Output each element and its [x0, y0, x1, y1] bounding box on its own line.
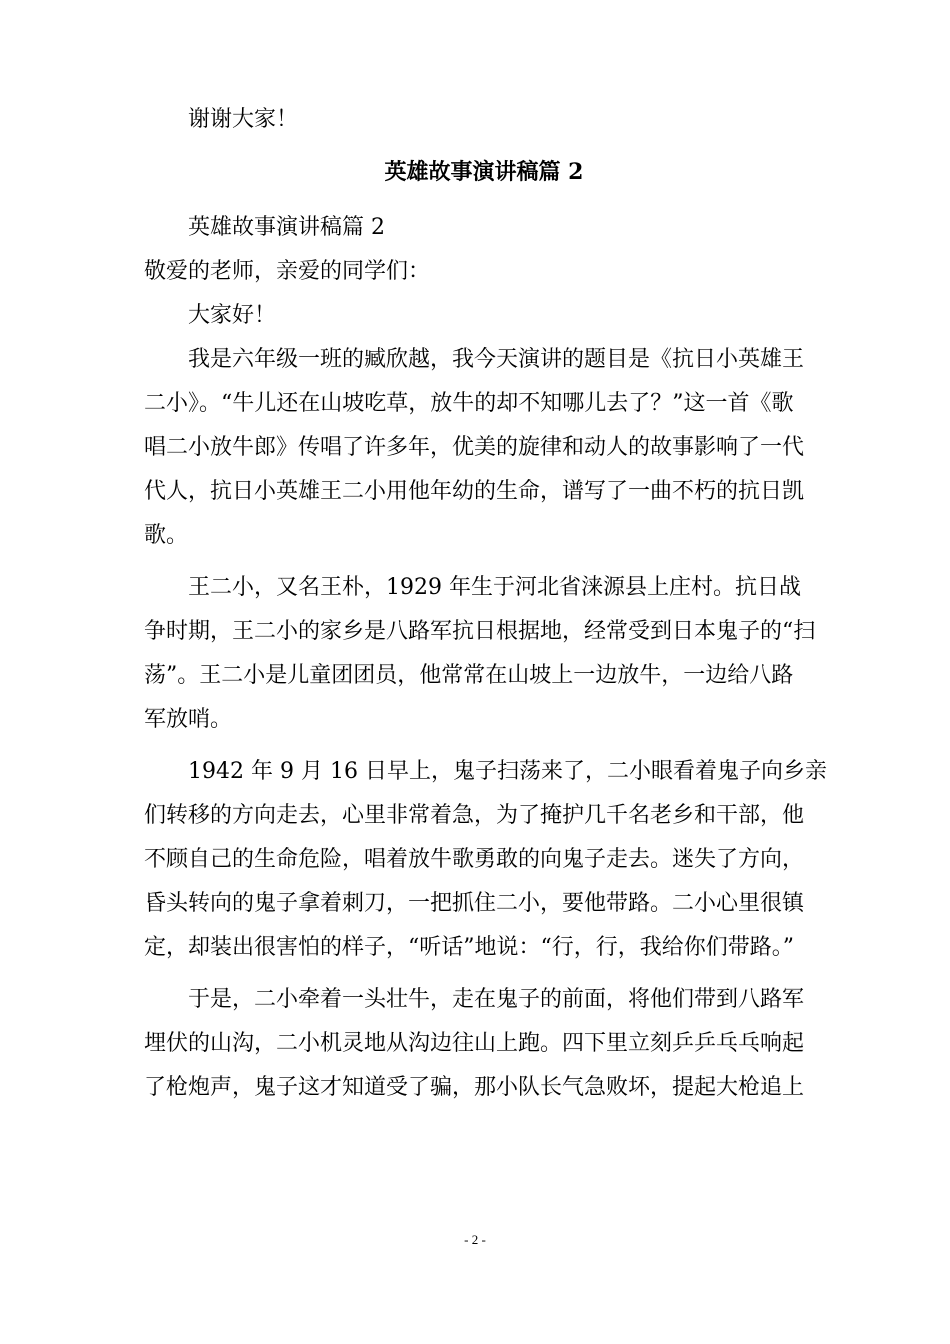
- paragraph-line: 军放哨。: [144, 707, 233, 732]
- thanks-line: 谢谢大家！: [188, 107, 299, 132]
- speech-subtitle: 英雄故事演讲稿篇 2: [188, 215, 385, 240]
- paragraph-line: 了枪炮声，鬼子这才知道受了骗，那小队长气急败坏，提起大枪追上: [144, 1075, 805, 1100]
- paragraph-line: 昏头转向的鬼子拿着刺刀，一把抓住二小，要他带路。二小心里很镇: [144, 891, 805, 916]
- paragraph-line: 不顾自己的生命危险，唱着放牛歌勇敢的向鬼子走去。迷失了方向，: [144, 847, 805, 872]
- paragraph-3: [144, 750, 827, 970]
- paragraph-line: 荡”。王二小是儿童团团员，他常常在山坡上一边放牛，一边给八路: [144, 663, 794, 688]
- paragraph-line: 于是，二小牵着一头壮牛，走在鬼子的前面，将他们带到八路军: [188, 987, 805, 1012]
- paragraph-line: 我是六年级一班的臧欣越，我今天演讲的题目是《抗日小英雄王: [188, 347, 805, 372]
- section-title: 英雄故事演讲稿篇 2: [384, 159, 584, 185]
- paragraph-line: 争时期，王二小的家乡是八路军抗日根据地，经常受到日本鬼子的“扫: [144, 619, 816, 644]
- paragraph-line: 二小》。“牛儿还在山坡吃草，放牛的却不知哪儿去了？”这一首《歌: [144, 391, 794, 416]
- speech-hello: 大家好！: [188, 303, 277, 328]
- paragraph-line: 王二小，又名王朴，1929 年生于河北省涞源县上庄村。抗日战: [188, 575, 801, 600]
- speech-greeting: 敬爱的老师，亲爱的同学们：: [144, 259, 431, 284]
- paragraph-line: 代人，抗日小英雄王二小用他年幼的生命，谱写了一曲不朽的抗日凯: [144, 479, 805, 504]
- paragraph-2: [144, 566, 824, 742]
- paragraph-line: 埋伏的山沟，二小机灵地从沟边往山上跑。四下里立刻乒乒乓乓响起: [144, 1031, 805, 1056]
- paragraph-line: 唱二小放牛郎》传唱了许多年，优美的旋律和动人的故事影响了一代: [144, 435, 805, 460]
- paragraph-line: 们转移的方向走去，心里非常着急，为了掩护几千名老乡和干部，他: [144, 803, 805, 828]
- speech-body: [144, 206, 827, 1110]
- closing-thanks: [144, 98, 824, 142]
- paragraph-4: [144, 978, 824, 1110]
- paragraph-1: [144, 338, 824, 558]
- paragraph-line: 定，却装出很害怕的样子，“听话”地说：“行，行，我给你们带路。”: [144, 935, 794, 960]
- page-number: - 2 -: [464, 1232, 486, 1247]
- paragraph-line: 歌。: [144, 523, 189, 548]
- paragraph-line: 1942 年 9 月 16 日早上，鬼子扫荡来了，二小眼看着鬼子向乡亲: [188, 759, 827, 784]
